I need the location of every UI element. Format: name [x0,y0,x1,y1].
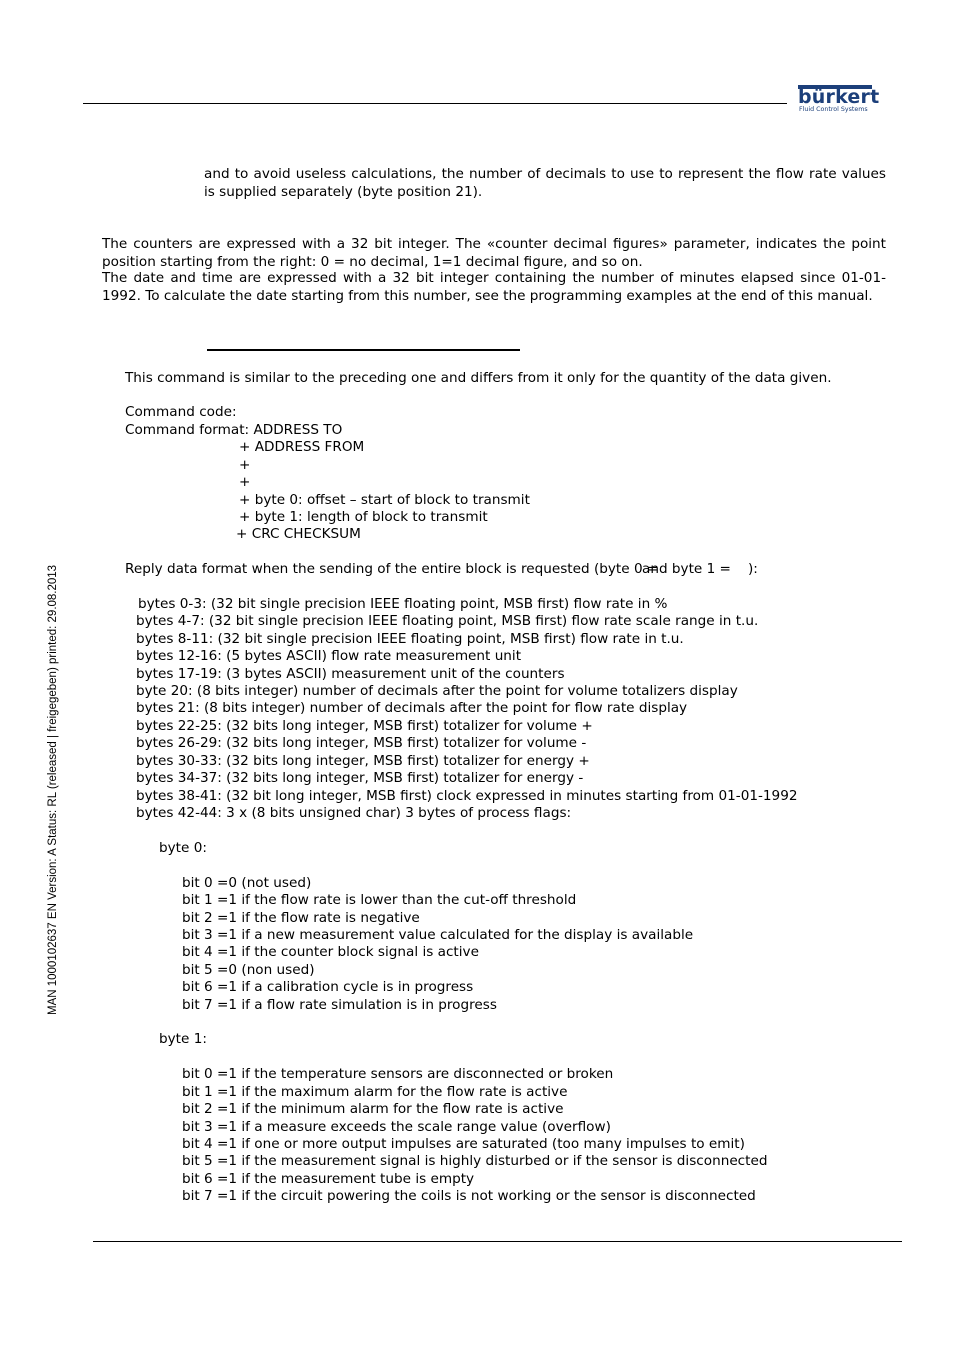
byte0-bit: bit 5 =0 (non used) [182,962,315,978]
bytes-list-item: bytes 4-7: (32 bit single precision IEEE floating point, MSB first) flow rate scale range in t.u. [136,613,759,629]
footer-rule [93,1241,902,1242]
bytes-list-item: bytes 42-44: 3 x (8 bits unsigned char) 3 bytes of process flags: [136,805,572,821]
intro-paragraph: and to avoid useless calculations, the number of decimals to use to represent the flow rate values is supplied separately (byte position 21). [204,166,886,200]
format-line: + ADDRESS FROM [239,439,365,455]
section-heading-underline [207,349,520,351]
byte1-bit: bit 3 =1 if a measure exceeds the scale range value (overflow) [182,1119,611,1135]
format-line: + byte 0: offset – start of block to transmit [239,492,530,508]
byte0-bit: bit 3 =1 if a new measurement value calculated for the display is available [182,927,694,943]
header-rule [83,103,787,104]
reply-format-text: and byte 1 = [642,561,731,577]
bytes-list-item: bytes 17-19: (3 bytes ASCII) measurement unit of the counters [136,666,565,682]
format-line: + [239,457,251,473]
byte1-bit: bit 1 =1 if the maximum alarm for the flow rate is active [182,1084,568,1100]
bytes-list-item: byte 20: (8 bits integer) number of decimals after the point for volume totalizers display [136,683,738,699]
byte1-bit: bit 4 =1 if one or more output impulses are saturated (too many impulses to emit) [182,1136,745,1152]
byte0-bit: bit 4 =1 if the counter block signal is active [182,944,479,960]
reply-format-text: ): [748,561,758,577]
counters-paragraph: The counters are expressed with a 32 bit integer. The «counter decimal figures» parameter, indicates the point position starting from the right: 0 = no decimal, 1=1 decimal figure, and so on. [102,236,886,270]
byte0-bit: bit 6 =1 if a calibration cycle is in progress [182,979,474,995]
bytes-list-item: bytes 38-41: (32 bit long integer, MSB first) clock expressed in minutes starting from 01-01-1992 [136,788,798,804]
byte1-bit: bit 5 =1 if the measurement signal is highly disturbed or if the sensor is disconnected [182,1153,768,1169]
format-line: + [239,474,251,490]
bytes-list-item: bytes 0-3: (32 bit single precision IEEE floating point, MSB first) flow rate in % [138,596,668,612]
bytes-list-item: bytes 26-29: (32 bits long integer, MSB first) totalizer for volume - [136,735,587,751]
reply-format-text: Reply data format when the sending of the entire block is requested (byte 0 = [125,561,659,577]
byte1-bit: bit 7 =1 if the circuit powering the coils is not working or the sensor is disconnected [182,1188,756,1204]
format-line: + CRC CHECKSUM [236,526,361,542]
command-code-label: Command code: [125,404,237,420]
byte0-bit: bit 0 =0 (not used) [182,875,312,891]
logo-wordmark: bürkert [798,86,880,108]
byte0-bit: bit 1 =1 if the flow rate is lower than the cut-off threshold [182,892,577,908]
bytes-list-item: bytes 12-16: (5 bytes ASCII) flow rate measurement unit [136,648,522,664]
command-description: This command is similar to the preceding one and differs from it only for the quantity of the data given. [125,370,832,386]
burkert-logo [798,85,880,115]
date-paragraph: The date and time are expressed with a 32 bit integer containing the number of minutes elapsed since 01-01-1992. To calculate the date starting from this number, see the programming examples at the end of this manual. [102,270,886,304]
bytes-list-item: bytes 21: (8 bits integer) number of decimals after the point for flow rate display [136,700,688,716]
command-format-label: Command format: ADDRESS TO [125,422,343,438]
byte1-bit: bit 0 =1 if the temperature sensors are disconnected or broken [182,1066,614,1082]
bytes-list-item: bytes 22-25: (32 bits long integer, MSB first) totalizer for volume + [136,718,593,734]
byte0-bit: bit 2 =1 if the flow rate is negative [182,910,420,926]
bytes-list-item: bytes 34-37: (32 bits long integer, MSB first) totalizer for energy - [136,770,584,786]
byte1-bit: bit 6 =1 if the measurement tube is empty [182,1171,475,1187]
format-line: + byte 1: length of block to transmit [239,509,488,525]
byte1-bit: bit 2 =1 if the minimum alarm for the flow rate is active [182,1101,564,1117]
document-status-side-note: MAN 1000102637 EN Version: A Status: RL (released | freigegeben) printed: 29.08.2013 [47,564,59,1015]
byte0-label: byte 0: [159,840,207,856]
byte0-bit: bit 7 =1 if a flow rate simulation is in progress [182,997,497,1013]
bytes-list-item: bytes 30-33: (32 bits long integer, MSB first) totalizer for energy + [136,753,590,769]
byte1-label: byte 1: [159,1031,207,1047]
logo-tagline: Fluid Control Systems [799,106,868,113]
bytes-list-item: bytes 8-11: (32 bit single precision IEEE floating point, MSB first) flow rate in t.u. [136,631,684,647]
